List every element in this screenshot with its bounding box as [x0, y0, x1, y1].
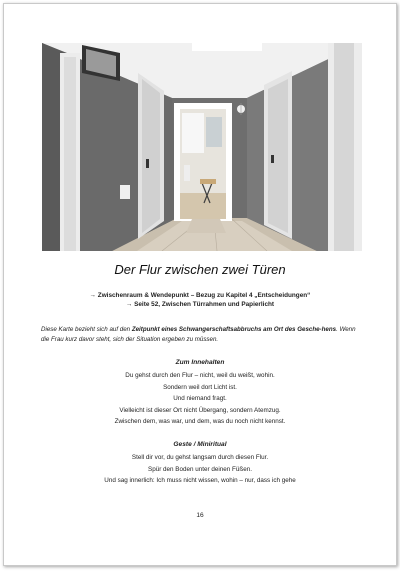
text-line: Stell dir vor, du gehst langsam durch diesen Flur.: [131, 454, 269, 461]
text-line: Zwischen dem, was war, und dem, was du noch nicht kennst.: [114, 418, 286, 425]
text-line: Vielleicht ist dieser Ort nicht Übergang, sondern Atemzug.: [119, 406, 281, 414]
text-line: Spür den Boden unter deinen Füßen.: [148, 465, 252, 473]
hallway-photo: [42, 43, 362, 251]
section-heading: Geste / Miniritual: [173, 441, 227, 448]
section-lines: [4, 370, 396, 428]
text-line: Und sag innerlich: Ich muss nicht wissen, wohin – nur, dass ich gehe: [104, 477, 296, 484]
intro-text: . Wenn die Frau kurz davor steht, sich der Situation ergeben zu müssen.: [41, 326, 356, 343]
reference-line: → Zwischenraum & Wendepunkt – Bezug zu Kapitel 4 „Entscheidungen“: [89, 292, 311, 299]
page-number: 16: [196, 512, 204, 519]
text-line: Du gehst durch den Flur – nicht, weil du weißt, wohin.: [125, 372, 275, 379]
section-lines: [4, 452, 396, 487]
intro-paragraph: [41, 325, 363, 345]
text-line: Und niemand fragt.: [173, 395, 227, 402]
intro-emphasis: Zeitpunkt eines Schwangerschaftsabbruchs am Ort des Gesche-hens: [131, 326, 337, 333]
page-title: Der Flur zwischen zwei Türen: [114, 262, 286, 277]
references: [4, 291, 396, 309]
document-page: [3, 3, 397, 566]
section-heading: Zum Innehalten: [175, 359, 225, 366]
intro-text: Diese Karte bezieht sich auf den: [41, 326, 132, 333]
reference-line: → Seite 52, Zwischen Türrahmen und Papierlicht: [125, 301, 275, 308]
text-line: Sondern weil dort Licht ist.: [163, 383, 237, 391]
